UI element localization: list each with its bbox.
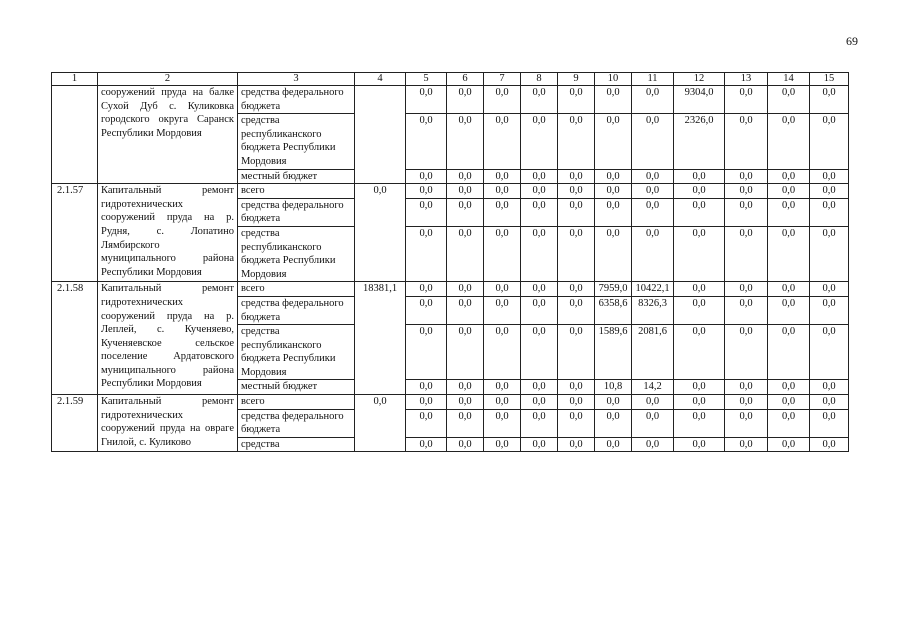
funding-source: всего [238, 395, 355, 410]
record-name: Капитальный ремонт гидротехнических сооружений пруда на р. Леплей, с. Кученяево, Кученяевское сельское поселение Ардатовского муниципального района Республики Мордовия [98, 282, 238, 395]
col-header: 9 [558, 73, 595, 86]
amount-cell: 0,0 [674, 296, 725, 324]
col-header: 12 [674, 73, 725, 86]
amount-cell: 0,0 [406, 380, 447, 395]
amount-cell: 0,0 [810, 114, 849, 169]
amount-cell: 14,2 [632, 380, 674, 395]
amount-cell: 0,0 [484, 437, 521, 452]
col-header: 8 [521, 73, 558, 86]
amount-cell: 0,0 [484, 184, 521, 199]
amount-cell: 0,0 [406, 409, 447, 437]
amount-cell: 0,0 [674, 409, 725, 437]
amount-cell: 0,0 [558, 395, 595, 410]
col-header: 3 [238, 73, 355, 86]
amount-cell: 0,0 [484, 380, 521, 395]
amount-cell: 0,0 [447, 395, 484, 410]
col-header: 2 [98, 73, 238, 86]
amount-cell: 0,0 [674, 184, 725, 199]
amount-cell: 0,0 [595, 437, 632, 452]
amount-cell: 0,0 [484, 282, 521, 297]
amount-cell: 0,0 [768, 437, 810, 452]
amount-cell: 0,0 [521, 282, 558, 297]
amount-cell: 0,0 [810, 198, 849, 226]
funding-source: местный бюджет [238, 380, 355, 395]
amount-cell: 0,0 [447, 380, 484, 395]
amount-cell: 0,0 [674, 198, 725, 226]
amount-cell: 0,0 [810, 380, 849, 395]
col-header: 7 [484, 73, 521, 86]
amount-cell: 0,0 [406, 282, 447, 297]
amount-cell: 0,0 [810, 86, 849, 114]
amount-cell: 0,0 [768, 325, 810, 380]
amount-cell: 0,0 [595, 114, 632, 169]
amount-cell: 0,0 [725, 325, 768, 380]
col-header: 6 [447, 73, 484, 86]
amount-cell: 0,0 [406, 296, 447, 324]
amount-cell: 10422,1 [632, 282, 674, 297]
amount-cell: 0,0 [447, 296, 484, 324]
amount-cell: 0,0 [674, 380, 725, 395]
amount-cell: 0,0 [768, 409, 810, 437]
record-code: 2.1.57 [52, 184, 98, 282]
amount-cell: 0,0 [521, 395, 558, 410]
amount-cell: 0,0 [810, 226, 849, 281]
amount-cell: 0,0 [406, 325, 447, 380]
amount-cell: 0,0 [632, 226, 674, 281]
amount-cell: 0,0 [632, 198, 674, 226]
amount-cell: 0,0 [406, 226, 447, 281]
amount-cell: 0,0 [521, 325, 558, 380]
amount-cell: 0,0 [674, 226, 725, 281]
record-row [52, 86, 849, 114]
funding-source: средства республиканского бюджета Республики Мордовия [238, 226, 355, 281]
amount-cell: 0,0 [632, 169, 674, 184]
amount-cell: 0,0 [768, 198, 810, 226]
amount-cell: 0,0 [810, 409, 849, 437]
amount-cell: 0,0 [521, 380, 558, 395]
amount-cell: 0,0 [558, 282, 595, 297]
amount-cell: 0,0 [632, 395, 674, 410]
amount-cell: 0,0 [768, 169, 810, 184]
record-name: Капитальный ремонт гидротехнических сооружений пруда на овраге Гнилой, с. Куликово [98, 395, 238, 452]
col-header: 15 [810, 73, 849, 86]
amount-cell: 7959,0 [595, 282, 632, 297]
amount-cell: 8326,3 [632, 296, 674, 324]
amount-cell: 0,0 [595, 226, 632, 281]
funding-source: средства [238, 437, 355, 452]
amount-cell: 0,0 [558, 184, 595, 199]
amount-cell: 0,0 [484, 198, 521, 226]
amount-cell: 0,0 [484, 114, 521, 169]
amount-cell: 0,0 [768, 380, 810, 395]
amount-cell: 0,0 [595, 169, 632, 184]
amount-cell: 0,0 [406, 184, 447, 199]
amount-cell: 0,0 [447, 86, 484, 114]
col-header: 5 [406, 73, 447, 86]
amount-cell: 0,0 [558, 296, 595, 324]
amount-cell: 0,0 [406, 169, 447, 184]
amount-cell: 0,0 [768, 184, 810, 199]
amount-cell: 0,0 [558, 380, 595, 395]
amount-cell: 0,0 [725, 114, 768, 169]
amount-cell: 0,0 [768, 226, 810, 281]
record-name: сооружений пруда на балке Сухой Дуб с. Куликовка городского округа Саранск Республики Мордовия [98, 86, 238, 184]
record-row [52, 395, 849, 410]
amount-cell: 0,0 [674, 282, 725, 297]
amount-cell: 0,0 [484, 86, 521, 114]
record-total: 18381,1 [355, 282, 406, 395]
amount-cell: 0,0 [632, 86, 674, 114]
amount-cell: 0,0 [725, 437, 768, 452]
amount-cell: 0,0 [674, 395, 725, 410]
amount-cell: 0,0 [406, 114, 447, 169]
amount-cell: 0,0 [406, 437, 447, 452]
amount-cell: 0,0 [725, 409, 768, 437]
amount-cell: 0,0 [558, 409, 595, 437]
col-header: 4 [355, 73, 406, 86]
col-header: 14 [768, 73, 810, 86]
amount-cell: 0,0 [406, 395, 447, 410]
record-total [355, 86, 406, 184]
amount-cell: 0,0 [810, 296, 849, 324]
record-total: 0,0 [355, 395, 406, 452]
col-header: 1 [52, 73, 98, 86]
amount-cell: 0,0 [725, 198, 768, 226]
col-header: 11 [632, 73, 674, 86]
amount-cell: 0,0 [558, 325, 595, 380]
amount-cell: 0,0 [484, 325, 521, 380]
funding-source: средства федерального бюджета [238, 198, 355, 226]
record-code: 2.1.58 [52, 282, 98, 395]
amount-cell: 0,0 [521, 409, 558, 437]
amount-cell: 0,0 [725, 86, 768, 114]
amount-cell: 0,0 [558, 169, 595, 184]
amount-cell: 0,0 [447, 325, 484, 380]
amount-cell: 0,0 [406, 198, 447, 226]
page-number: 69 [846, 34, 858, 48]
amount-cell: 0,0 [447, 437, 484, 452]
amount-cell: 0,0 [768, 395, 810, 410]
amount-cell: 0,0 [595, 184, 632, 199]
amount-cell: 0,0 [595, 198, 632, 226]
amount-cell: 0,0 [484, 296, 521, 324]
amount-cell: 0,0 [674, 325, 725, 380]
amount-cell: 0,0 [632, 114, 674, 169]
col-header: 10 [595, 73, 632, 86]
amount-cell: 0,0 [484, 169, 521, 184]
amount-cell: 0,0 [484, 395, 521, 410]
amount-cell: 0,0 [810, 184, 849, 199]
amount-cell: 0,0 [521, 169, 558, 184]
amount-cell: 0,0 [768, 282, 810, 297]
amount-cell: 1589,6 [595, 325, 632, 380]
amount-cell: 2326,0 [674, 114, 725, 169]
amount-cell: 0,0 [558, 114, 595, 169]
record-total: 0,0 [355, 184, 406, 282]
amount-cell: 0,0 [725, 226, 768, 281]
amount-cell: 0,0 [447, 198, 484, 226]
amount-cell: 0,0 [558, 226, 595, 281]
amount-cell: 0,0 [447, 114, 484, 169]
amount-cell: 0,0 [521, 437, 558, 452]
amount-cell: 0,0 [768, 86, 810, 114]
amount-cell: 0,0 [595, 86, 632, 114]
table-body [52, 86, 849, 452]
amount-cell: 0,0 [632, 184, 674, 199]
amount-cell: 0,0 [558, 198, 595, 226]
amount-cell: 0,0 [725, 380, 768, 395]
amount-cell: 0,0 [725, 184, 768, 199]
funding-source: всего [238, 282, 355, 297]
amount-cell: 0,0 [595, 409, 632, 437]
funding-source: средства республиканского бюджета Республики Мордовия [238, 114, 355, 169]
funding-source: местный бюджет [238, 169, 355, 184]
amount-cell: 0,0 [810, 437, 849, 452]
amount-cell: 0,0 [521, 114, 558, 169]
amount-cell: 0,0 [521, 296, 558, 324]
amount-cell: 6358,6 [595, 296, 632, 324]
amount-cell: 0,0 [484, 409, 521, 437]
amount-cell: 0,0 [768, 114, 810, 169]
amount-cell: 0,0 [632, 409, 674, 437]
amount-cell: 0,0 [447, 282, 484, 297]
record-code [52, 86, 98, 184]
amount-cell: 9304,0 [674, 86, 725, 114]
amount-cell: 0,0 [447, 169, 484, 184]
amount-cell: 0,0 [447, 409, 484, 437]
budget-table [51, 72, 849, 452]
amount-cell: 0,0 [810, 282, 849, 297]
col-header: 13 [725, 73, 768, 86]
funding-source: средства федерального бюджета [238, 296, 355, 324]
amount-cell: 0,0 [447, 226, 484, 281]
amount-cell: 0,0 [674, 437, 725, 452]
amount-cell: 0,0 [725, 395, 768, 410]
record-row [52, 184, 849, 199]
amount-cell: 0,0 [725, 282, 768, 297]
funding-source: средства федерального бюджета [238, 86, 355, 114]
record-code: 2.1.59 [52, 395, 98, 452]
amount-cell: 0,0 [674, 169, 725, 184]
record-row [52, 282, 849, 297]
amount-cell: 0,0 [810, 325, 849, 380]
amount-cell: 0,0 [521, 226, 558, 281]
amount-cell: 0,0 [632, 437, 674, 452]
amount-cell: 0,0 [558, 86, 595, 114]
amount-cell: 0,0 [810, 395, 849, 410]
amount-cell: 0,0 [484, 226, 521, 281]
amount-cell: 0,0 [521, 86, 558, 114]
record-name: Капитальный ремонт гидротехнических сооружений пруда на р. Рудня, с. Лопатино Лямбирского муниципального района Республики Мордовия [98, 184, 238, 282]
amount-cell: 10,8 [595, 380, 632, 395]
amount-cell: 0,0 [810, 169, 849, 184]
amount-cell: 0,0 [768, 296, 810, 324]
amount-cell: 0,0 [521, 198, 558, 226]
column-number-row [52, 73, 849, 86]
amount-cell: 0,0 [725, 296, 768, 324]
amount-cell: 0,0 [558, 437, 595, 452]
funding-source: средства федерального бюджета [238, 409, 355, 437]
amount-cell: 0,0 [725, 169, 768, 184]
funding-source: всего [238, 184, 355, 199]
amount-cell: 0,0 [447, 184, 484, 199]
amount-cell: 0,0 [406, 86, 447, 114]
amount-cell: 0,0 [521, 184, 558, 199]
amount-cell: 0,0 [595, 395, 632, 410]
funding-source: средства республиканского бюджета Республики Мордовия [238, 325, 355, 380]
amount-cell: 2081,6 [632, 325, 674, 380]
